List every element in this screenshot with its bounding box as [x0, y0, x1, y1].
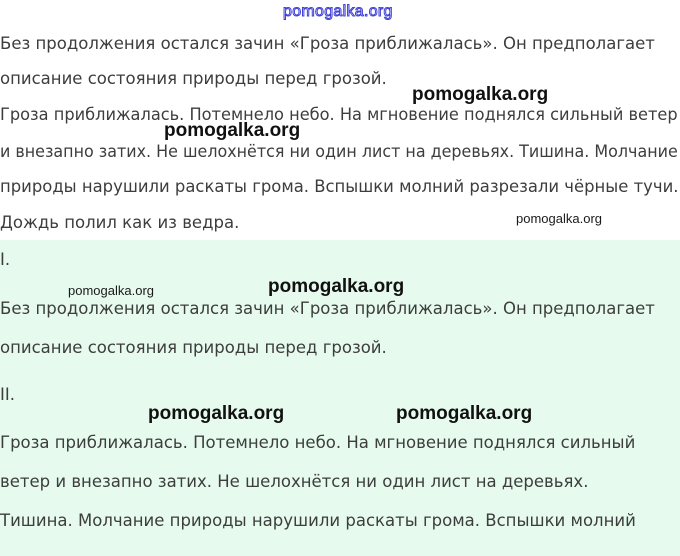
watermark: pomogalka.org	[412, 84, 549, 105]
part-2-label: II.	[0, 385, 15, 404]
watermark: pomogalka.org	[396, 403, 533, 424]
watermark-top: pomogalka.org	[283, 3, 393, 20]
task-line-6: Дождь полил как из ведра.	[0, 213, 240, 232]
answer-part-1-line-2: описание состояния природы перед грозой.	[0, 338, 387, 357]
task-line-1: Без продолжения остался зачин «Гроза приближалась». Он предполагает	[0, 34, 655, 53]
task-line-2: описание состояния природы перед грозой.	[0, 69, 387, 88]
answer-part-2-line-2: ветер и внезапно затих. Не шелохнётся ни один лист на деревьях.	[0, 472, 589, 491]
task-line-3: Гроза приближалась. Потемнело небо. На мгновение поднялся сильный ветер	[0, 105, 678, 124]
answer-part-2-line-3: Тишина. Молчание природы нарушили раскаты грома. Вспышки молний	[0, 511, 636, 530]
task-line-4: и внезапно затих. Не шелохнётся ни один лист на деревьях. Тишина. Молчание	[0, 142, 678, 161]
task-line-5: природы нарушили раскаты грома. Вспышки молний разрезали чёрные тучи.	[0, 177, 679, 196]
watermark: pomogalka.org	[164, 120, 301, 141]
watermark: pomogalka.org	[68, 283, 154, 298]
watermark: pomogalka.org	[268, 276, 405, 297]
answer-part-2-line-1: Гроза приближалась. Потемнело небо. На мгновение поднялся сильный	[0, 433, 636, 452]
watermark: pomogalka.org	[148, 403, 285, 424]
watermark: pomogalka.org	[516, 211, 602, 226]
part-1-label: I.	[0, 250, 11, 269]
answer-part-1-line-1: Без продолжения остался зачин «Гроза приближалась». Он предполагает	[0, 299, 655, 318]
